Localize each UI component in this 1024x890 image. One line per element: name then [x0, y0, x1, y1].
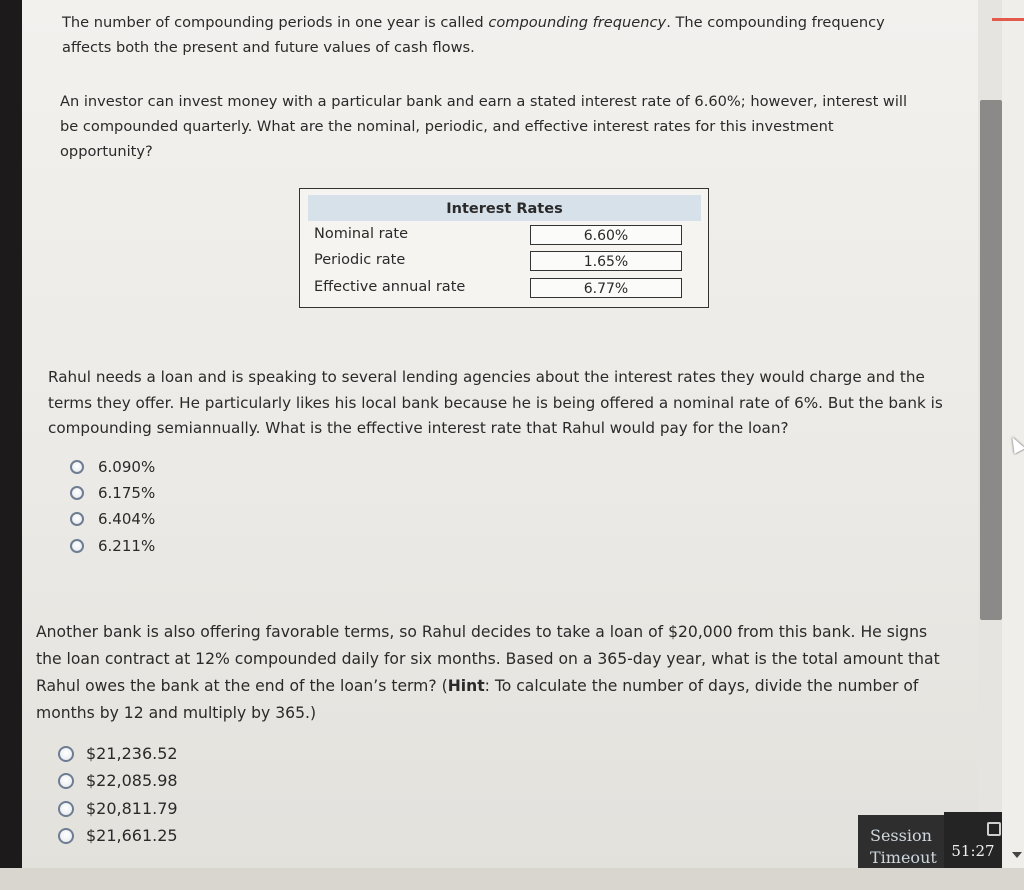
question2-line: Rahul needs a loan and is speaking to several lending agencies about the interest rates they would charge and the	[48, 368, 925, 386]
option-label: 6.404%	[98, 510, 156, 528]
radio-button[interactable]	[58, 828, 74, 844]
question3-text	[36, 619, 940, 727]
right-strip	[1002, 0, 1024, 868]
periodic-rate-label: Periodic rate	[314, 252, 406, 268]
nominal-rate-field[interactable]: 6.60%	[530, 225, 682, 245]
option-label: $21,661.25	[86, 826, 178, 845]
radio-button[interactable]	[70, 512, 84, 526]
timeout-label: Timeout	[870, 848, 937, 867]
question2-option[interactable]	[70, 510, 155, 528]
option-label: 6.211%	[98, 537, 156, 555]
intro-text-1: The number of compounding periods in one year is called	[62, 14, 489, 31]
question2-text	[48, 365, 943, 442]
session-timer: 51:27	[944, 812, 1002, 868]
left-edge	[0, 0, 22, 868]
question2-option[interactable]	[70, 458, 155, 476]
option-label: $21,236.52	[86, 744, 178, 763]
question2-line: terms they offer. He particularly likes his local bank because he is being offered a nominal rate of 6%. But the bank is	[48, 393, 943, 412]
question1-line: be compounded quarterly. What are the nominal, periodic, and effective interest rates for this investment	[60, 118, 834, 135]
hint-label: Hint	[447, 677, 485, 695]
intro-text-3: affects both the present and future values of cash flows.	[62, 39, 475, 56]
interest-rates-table	[299, 188, 709, 308]
question3-option[interactable]	[58, 799, 178, 818]
effective-rate-field[interactable]: 6.77%	[530, 278, 682, 298]
caret-down-icon[interactable]	[1012, 852, 1022, 858]
radio-button[interactable]	[70, 486, 84, 500]
option-label: 6.090%	[98, 458, 156, 476]
radio-button[interactable]	[70, 539, 84, 553]
question3-option[interactable]	[58, 744, 178, 763]
option-label: $22,085.98	[86, 771, 178, 790]
question2-line: compounding semiannually. What is the effective interest rate that Rahul would pay for the loan?	[48, 419, 789, 437]
question1-line: opportunity?	[60, 143, 153, 160]
intro-text-2: . The compounding frequency	[666, 14, 885, 31]
effective-rate-label: Effective annual rate	[314, 279, 466, 295]
interest-rates-header: Interest Rates	[308, 195, 701, 221]
question3-option[interactable]	[58, 826, 178, 845]
question3-line: Rahul owes the bank at the end of the loan’s term? (	[36, 677, 448, 695]
radio-button[interactable]	[58, 746, 74, 762]
radio-button[interactable]	[58, 801, 74, 817]
periodic-rate-field[interactable]: 1.65%	[530, 251, 682, 271]
question2-option[interactable]	[70, 484, 155, 502]
scrollbar-thumb[interactable]	[980, 100, 1002, 620]
radio-button[interactable]	[58, 773, 74, 789]
question3-option[interactable]	[58, 771, 178, 790]
question1-line: An investor can invest money with a particular bank and earn a stated interest rate of 6.60%; however, interest will	[60, 93, 908, 110]
option-label: 6.175%	[98, 484, 156, 502]
question3-line: : To calculate the number of days, divide the number of	[484, 677, 919, 695]
question3-line: months by 12 and multiply by 365.)	[36, 704, 317, 722]
question3-line: Another bank is also offering favorable terms, so Rahul decides to take a loan of $20,000 from this bank. He signs	[36, 623, 928, 641]
radio-button[interactable]	[70, 460, 84, 474]
intro-term: compounding frequency	[488, 14, 667, 31]
intro-text	[62, 10, 885, 60]
session-label: Session	[870, 826, 932, 845]
question1-text	[60, 89, 907, 164]
red-marker	[992, 18, 1024, 21]
nominal-rate-label: Nominal rate	[314, 226, 409, 242]
timer-toggle-icon[interactable]	[987, 822, 1001, 836]
question2-option[interactable]	[70, 537, 155, 555]
session-timeout-button[interactable]	[858, 815, 948, 868]
option-label: $20,811.79	[86, 799, 178, 818]
question3-line: the loan contract at 12% compounded daily for six months. Based on a 365-day year, what is the total amount that	[36, 650, 940, 668]
